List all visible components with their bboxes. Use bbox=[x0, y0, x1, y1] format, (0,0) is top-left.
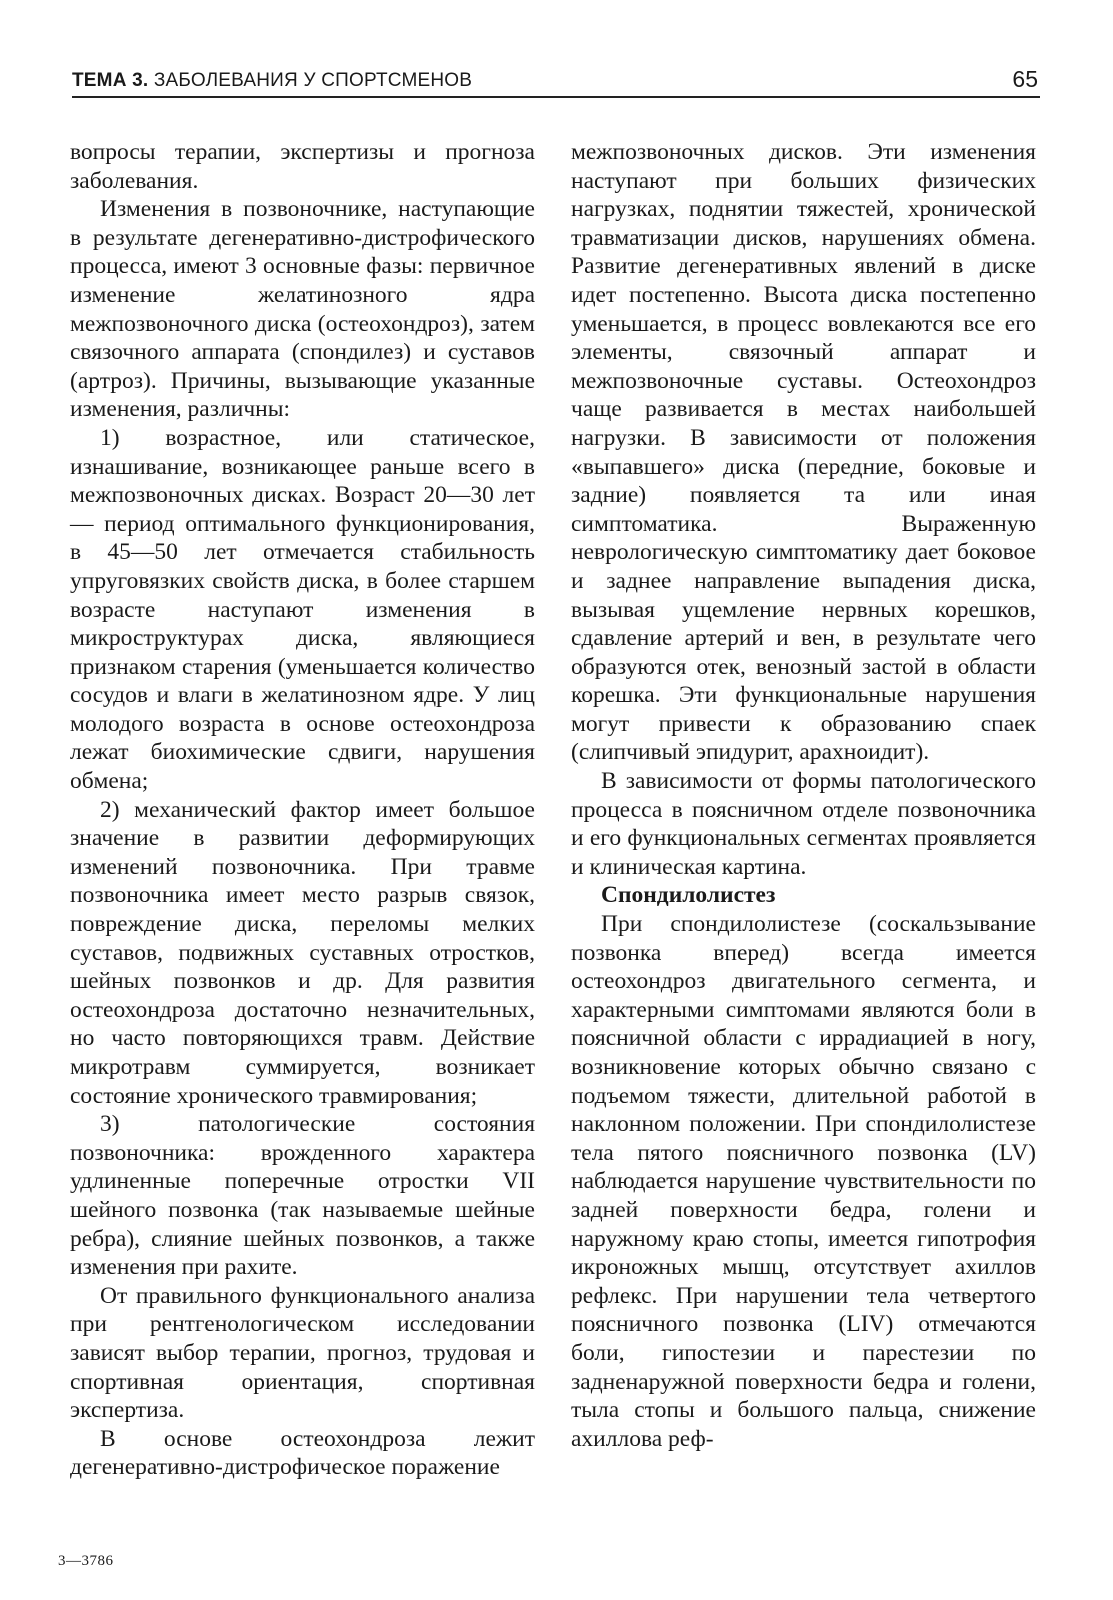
printer-signature: 3—3786 bbox=[58, 1553, 114, 1569]
chapter-name: ЗАБОЛЕВАНИЯ У СПОРТСМЕНОВ bbox=[148, 70, 473, 91]
chapter-title bbox=[72, 70, 472, 92]
paragraph: От правильного функционального анализа при рентгенологическом исследовании зависят выбор терапии, прогноз, трудовая и спортивная ориентация, спортивная экспертиза. bbox=[70, 1282, 535, 1424]
paragraph: межпозвоночных дисков. Эти изменения наступают при больших физических нагрузках, поднятии тяжестей, хронической травматизации дисков, нарушениях обмена. Развитие дегенеративных явлений в диске идет постепенно. Высота диска постепенно уменьшается, в процесс вовлекаются все его элементы, связочный аппарат и межпозвоночные суставы. Остеохондроз чаще развивается в местах наибольшей нагрузки. В зависимости от положения «выпавшего» диска (передние, боковые и задние) появляется та или иная симптоматика. Выраженную неврологическую симптоматику дает боковое и заднее направление выпадения диска, вызывая ущемление нервных корешков, сдавление артерий и вен, в результате чего образуются отек, венозный застой в области корешка. Эти функциональные нарушения могут привести к образованию спаек (слипчивый эпидурит, арахноидит). bbox=[571, 139, 1036, 766]
paragraph: Изменения в позвоночнике, наступающие в результате дегенеративно-дистрофического процесса, имеют 3 основные фазы: первичное изменение желатинозного ядра межпозвоночного диска (остеохондроз), затем связочного аппарата (спондилез) и суставов (артроз). Причины, вызывающие указанные изменения, различны: bbox=[70, 196, 535, 423]
list-item: 1) возрастное, или статическое, изнашивание, возникающее раньше всего в межпозвоночных дисках. Возраст 20—30 лет — период оптимального функционирования, в 45—50 лет отмечается стабильность упруговязких свойств диска, в более старшем возрасте наступают изменения в микроструктурах диска, являющиеся признаком старения (уменьшается количество сосудов и влаги в желатинозном ядре. У лиц молодого возраста в основе остеохондроза лежат биохимические сдвиги, нарушения обмена; bbox=[70, 424, 535, 795]
chapter-number: ТЕМА 3. bbox=[72, 70, 149, 91]
list-item: 3) патологические состояния позвоночника: врожденного характера удлиненные поперечные отростки VII шейного позвонка (так называемые шейные ребра), слияние шейных позвонков, а также изменения при рахите. bbox=[70, 1111, 535, 1281]
paragraph: вопросы терапии, экспертизы и прогноза заболевания. bbox=[70, 139, 535, 194]
paragraph: В зависимости от формы патологического процесса в поясничном отделе позвоночника и его функциональных сегментах проявляется и клиническая картина. bbox=[571, 768, 1036, 880]
paragraph: При спондилолистезе (соскальзывание позвонка вперед) всегда имеется остеохондроз двигательного сегмента, и характерными симптомами являются боли в поясничной области с иррадиацией в ногу, возникновение которых обычно связано с подъемом тяжести, длительной работой в наклонном положении. При спондилолистезе тела пятого поясничного позвонка (LV) наблюдается нарушение чувствительности по задней поверхности бедра, голени и наружному краю стопы, имеется гипотрофия икроножных мышц, отсутствует ахиллов рефлекс. При нарушении тела четвертого поясничного позвонка (LIV) отмечаются боли, гипостезии и парестезии по задненаружной поверхности бедра и голени, тыла стопы и большого пальца, снижение ахиллова реф- bbox=[571, 911, 1036, 1452]
paragraph: В основе остеохондроза лежит дегенеративно-дистрофическое поражение bbox=[70, 1425, 535, 1481]
list-item: 2) механический фактор имеет большое значение в развитии деформирующих изменений позвоночника. При травме позвоночника имеет место разрыв связок, повреждение диска, переломы мелких суставов, подвижных суставных отростков, шейных позвонков и др. Для развития остеохондроза достаточно незначительных, но часто повторяющихся травм. Действие микротравм суммируется, возникает состояние хронического травмирования; bbox=[70, 796, 535, 1109]
right-column bbox=[571, 138, 1036, 1453]
left-column bbox=[70, 138, 535, 1482]
section-heading: Спондилолистез bbox=[601, 882, 776, 909]
page-number: 65 bbox=[1012, 66, 1038, 92]
running-header bbox=[72, 60, 1040, 98]
